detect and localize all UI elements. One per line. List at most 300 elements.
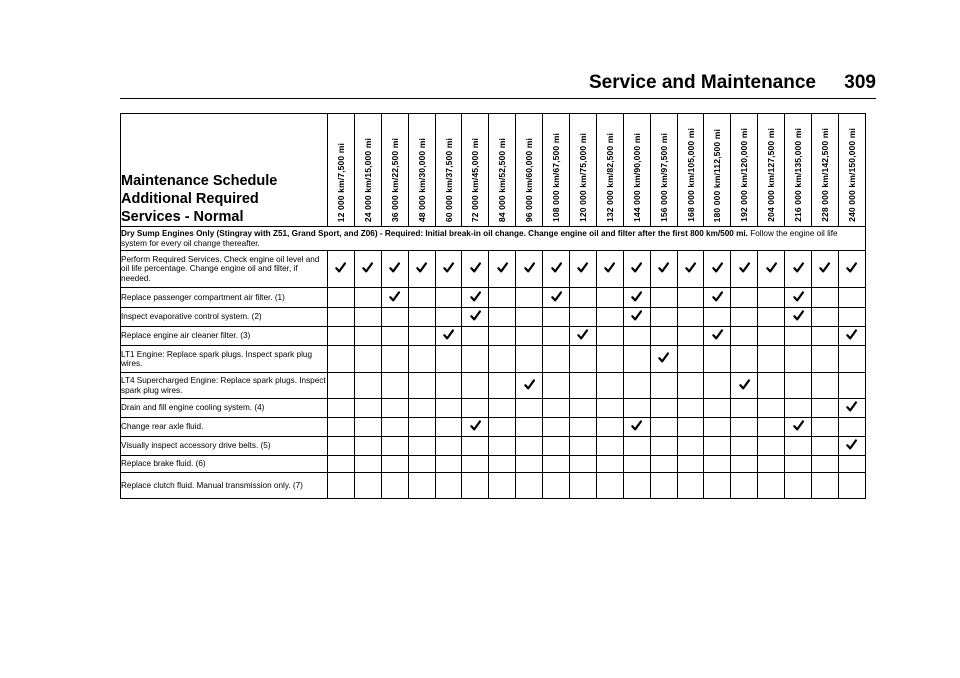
interval-cell [596,346,623,373]
interval-header [838,114,865,227]
interval-label: 108 000 km/67,500 mi [551,133,562,222]
interval-cell [516,346,543,373]
interval-cell [623,437,650,456]
service-description: LT1 Engine: Replace spark plugs. Inspect spark plug wires. [121,346,328,373]
interval-cell [354,346,381,373]
interval-cell [408,399,435,418]
interval-cell [731,373,758,399]
interval-cell [650,327,677,346]
interval-cell [570,456,597,473]
interval-header [408,114,435,227]
interval-label: 72 000 km/45,000 mi [470,137,481,222]
table-title-line: Additional Required [121,191,259,207]
interval-cell [354,373,381,399]
interval-cell [381,437,408,456]
interval-cell [570,473,597,499]
check-icon [819,262,830,273]
interval-cell [704,473,731,499]
interval-cell [623,288,650,308]
interval-cell [785,327,812,346]
interval-label: 24 000 km/15,000 mi [362,137,373,222]
interval-cell [462,473,489,499]
check-icon [362,262,373,273]
table-row [121,437,866,456]
interval-cell [435,418,462,437]
interval-label: 36 000 km/22,500 mi [389,137,400,222]
interval-cell [704,251,731,288]
interval-cell [381,327,408,346]
interval-cell [328,399,355,418]
table-row [121,473,866,499]
interval-cell [677,251,704,288]
interval-cell [354,308,381,327]
interval-cell [328,288,355,308]
interval-cell [704,346,731,373]
interval-cell [731,456,758,473]
interval-cell [543,418,570,437]
interval-cell [677,399,704,418]
interval-cell [704,399,731,418]
interval-cell [462,251,489,288]
interval-label: 84 000 km/52,500 mi [497,137,508,222]
interval-header [812,114,839,227]
interval-cell [543,251,570,288]
interval-cell [758,346,785,373]
check-icon [631,291,642,302]
interval-cell [328,437,355,456]
interval-cell [328,308,355,327]
interval-cell [435,327,462,346]
interval-cell [328,418,355,437]
interval-cell [838,327,865,346]
interval-cell [489,399,516,418]
interval-cell [543,399,570,418]
interval-cell [516,373,543,399]
interval-cell [758,418,785,437]
interval-cell [785,399,812,418]
interval-cell [381,288,408,308]
interval-cell [812,456,839,473]
interval-cell [354,399,381,418]
interval-header [785,114,812,227]
interval-cell [650,473,677,499]
interval-cell [354,456,381,473]
interval-cell [838,473,865,499]
interval-cell [677,473,704,499]
interval-cell [570,288,597,308]
interval-header [570,114,597,227]
check-icon [712,262,723,273]
check-icon [793,262,804,273]
interval-cell [570,418,597,437]
interval-cell [328,456,355,473]
check-icon [443,329,454,340]
interval-cell [596,327,623,346]
note-bold-text: Dry Sump Engines Only (Stingray with Z51, Grand Sport, and Z06) - Required: Initial break-in oil change. Change engine oil and filter after the first 800 km/500 mi. [121,228,748,238]
header-row [121,114,866,227]
service-description: Visually inspect accessory drive belts. (5) [121,437,328,456]
interval-cell [354,473,381,499]
interval-cell [650,437,677,456]
interval-cell [408,373,435,399]
interval-cell [758,308,785,327]
interval-cell [596,251,623,288]
interval-cell [516,473,543,499]
table-row [121,418,866,437]
table-title [121,114,328,227]
interval-header [650,114,677,227]
interval-label: 120 000 km/75,000 mi [577,133,588,222]
interval-cell [328,251,355,288]
interval-cell [570,373,597,399]
section-title: Service and Maintenance [588,72,816,93]
interval-cell [623,473,650,499]
interval-cell [543,346,570,373]
interval-cell [516,437,543,456]
interval-header [543,114,570,227]
interval-cell [677,288,704,308]
table-row [121,327,866,346]
interval-cell [462,308,489,327]
interval-label: 132 000 km/82,500 mi [604,133,615,222]
interval-cell [462,399,489,418]
interval-cell [462,456,489,473]
interval-header [328,114,355,227]
check-icon [793,291,804,302]
interval-cell [731,437,758,456]
interval-header [704,114,731,227]
interval-header [381,114,408,227]
interval-cell [462,437,489,456]
interval-label: 144 000 km/90,000 mi [631,133,642,222]
interval-cell [489,473,516,499]
table-row [121,251,866,288]
check-icon [470,310,481,321]
interval-cell [381,373,408,399]
interval-cell [731,399,758,418]
interval-cell [570,308,597,327]
interval-cell [489,288,516,308]
interval-cell [435,456,462,473]
interval-cell [838,418,865,437]
interval-cell [516,399,543,418]
interval-header [758,114,785,227]
interval-cell [650,308,677,327]
interval-cell [838,288,865,308]
check-icon [604,262,615,273]
interval-cell [328,373,355,399]
check-icon [470,420,481,431]
interval-cell [596,437,623,456]
interval-cell [704,288,731,308]
service-description: Inspect evaporative control system. (2) [121,308,328,327]
interval-cell [838,308,865,327]
interval-cell [785,456,812,473]
interval-cell [516,288,543,308]
interval-cell [408,327,435,346]
page-header [120,68,876,98]
interval-cell [570,346,597,373]
interval-header [677,114,704,227]
interval-cell [812,288,839,308]
interval-cell [596,288,623,308]
interval-cell [838,251,865,288]
interval-cell [408,288,435,308]
interval-cell [677,418,704,437]
interval-label: 180 000 km/112,500 mi [712,128,723,222]
interval-cell [812,327,839,346]
interval-cell [812,308,839,327]
table-row [121,288,866,308]
check-icon [443,262,454,273]
interval-cell [408,418,435,437]
check-icon [658,262,669,273]
interval-cell [408,308,435,327]
interval-cell [543,327,570,346]
interval-cell [596,308,623,327]
check-icon [793,420,804,431]
interval-cell [838,346,865,373]
interval-cell [812,437,839,456]
interval-cell [785,288,812,308]
interval-cell [435,308,462,327]
interval-cell [596,418,623,437]
check-icon [631,420,642,431]
service-description: Replace engine air cleaner filter. (3) [121,327,328,346]
interval-cell [650,251,677,288]
interval-cell [435,346,462,373]
interval-cell [650,373,677,399]
interval-cell [785,373,812,399]
service-description: LT4 Supercharged Engine: Replace spark plugs. Inspect spark plug wires. [121,373,328,399]
interval-cell [623,251,650,288]
interval-cell [381,308,408,327]
interval-cell [462,327,489,346]
interval-cell [596,399,623,418]
interval-cell [489,327,516,346]
interval-cell [812,473,839,499]
check-icon [577,262,588,273]
interval-cell [650,346,677,373]
interval-cell [570,437,597,456]
check-icon [658,352,669,363]
interval-cell [623,456,650,473]
note-normal-text: Follow the engine oil life system for every oil change thereafter. [121,228,838,248]
check-icon [846,401,857,412]
interval-cell [543,456,570,473]
interval-cell [785,346,812,373]
interval-cell [516,251,543,288]
interval-cell [516,418,543,437]
interval-cell [758,456,785,473]
check-icon [389,291,400,302]
interval-cell [758,437,785,456]
interval-cell [408,473,435,499]
interval-cell [435,251,462,288]
interval-cell [381,399,408,418]
interval-cell [570,327,597,346]
interval-cell [543,308,570,327]
interval-cell [516,456,543,473]
interval-cell [381,418,408,437]
interval-cell [704,456,731,473]
interval-cell [489,346,516,373]
interval-cell [543,437,570,456]
interval-cell [650,418,677,437]
service-description: Perform Required Services. Check engine oil level and oil life percentage. Change engine oil and filter, if needed. [121,251,328,288]
interval-cell [543,288,570,308]
interval-cell [596,373,623,399]
table-row [121,373,866,399]
interval-label: 48 000 km/30,000 mi [416,137,427,222]
table-title-line: Services - Normal [121,209,244,225]
interval-cell [785,418,812,437]
table-row [121,456,866,473]
interval-cell [758,251,785,288]
interval-cell [435,473,462,499]
check-icon [551,291,562,302]
check-icon [739,262,750,273]
interval-cell [785,308,812,327]
interval-cell [462,373,489,399]
interval-cell [435,288,462,308]
interval-cell [623,399,650,418]
check-icon [389,262,400,273]
interval-cell [328,327,355,346]
page-number: 309 [844,72,876,93]
interval-cell [408,437,435,456]
interval-cell [812,373,839,399]
check-icon [470,262,481,273]
interval-cell [758,473,785,499]
interval-cell [731,251,758,288]
interval-cell [731,346,758,373]
interval-cell [731,308,758,327]
interval-cell [838,399,865,418]
interval-cell [596,456,623,473]
interval-cell [812,418,839,437]
table-title-line: Maintenance Schedule [121,173,278,189]
interval-cell [650,456,677,473]
check-icon [846,262,857,273]
interval-cell [516,308,543,327]
interval-cell [704,418,731,437]
interval-cell [435,373,462,399]
header-rule [120,98,876,99]
interval-cell [731,327,758,346]
interval-cell [677,327,704,346]
interval-cell [812,399,839,418]
maintenance-schedule-table [120,113,866,499]
interval-label: 168 000 km/105,000 mi [685,128,696,222]
interval-label: 216 000 km/135,000 mi [793,128,804,222]
interval-header [516,114,543,227]
interval-cell [623,346,650,373]
interval-cell [408,456,435,473]
interval-cell [704,437,731,456]
interval-cell [758,288,785,308]
break-in-note [121,227,866,251]
check-icon [793,310,804,321]
interval-cell [812,346,839,373]
interval-cell [462,288,489,308]
check-icon [631,310,642,321]
interval-cell [623,373,650,399]
interval-cell [462,418,489,437]
interval-cell [516,327,543,346]
interval-label: 192 000 km/120,000 mi [739,128,750,222]
interval-cell [381,346,408,373]
interval-header [462,114,489,227]
interval-cell [758,399,785,418]
interval-cell [731,473,758,499]
check-icon [766,262,777,273]
interval-label: 96 000 km/60,000 mi [524,137,535,222]
interval-header [489,114,516,227]
interval-cell [731,418,758,437]
interval-cell [785,473,812,499]
check-icon [551,262,562,273]
interval-cell [677,373,704,399]
interval-cell [758,373,785,399]
check-icon [712,291,723,302]
check-icon [335,262,346,273]
interval-header [596,114,623,227]
interval-cell [543,373,570,399]
check-icon [846,439,857,450]
check-icon [685,262,696,273]
interval-cell [328,473,355,499]
interval-cell [489,418,516,437]
check-icon [470,291,481,302]
interval-cell [596,473,623,499]
interval-cell [381,251,408,288]
check-icon [739,379,750,390]
interval-cell [354,437,381,456]
interval-cell [677,437,704,456]
interval-cell [354,251,381,288]
check-icon [524,379,535,390]
interval-cell [354,418,381,437]
interval-cell [785,437,812,456]
interval-cell [704,327,731,346]
table-row [121,399,866,418]
interval-cell [677,456,704,473]
interval-cell [354,327,381,346]
interval-cell [623,308,650,327]
interval-cell [650,288,677,308]
check-icon [497,262,508,273]
interval-cell [650,399,677,418]
interval-cell [354,288,381,308]
check-icon [712,329,723,340]
interval-cell [677,346,704,373]
check-icon [577,329,588,340]
interval-cell [489,437,516,456]
interval-cell [758,327,785,346]
service-description: Replace brake fluid. (6) [121,456,328,473]
note-row [121,227,866,251]
interval-cell [677,308,704,327]
interval-cell [704,308,731,327]
check-icon [631,262,642,273]
interval-cell [731,288,758,308]
table-row [121,308,866,327]
service-description: Replace passenger compartment air filter. (1) [121,288,328,308]
interval-cell [435,437,462,456]
service-description: Replace clutch fluid. Manual transmission only. (7) [121,473,328,499]
interval-cell [838,456,865,473]
